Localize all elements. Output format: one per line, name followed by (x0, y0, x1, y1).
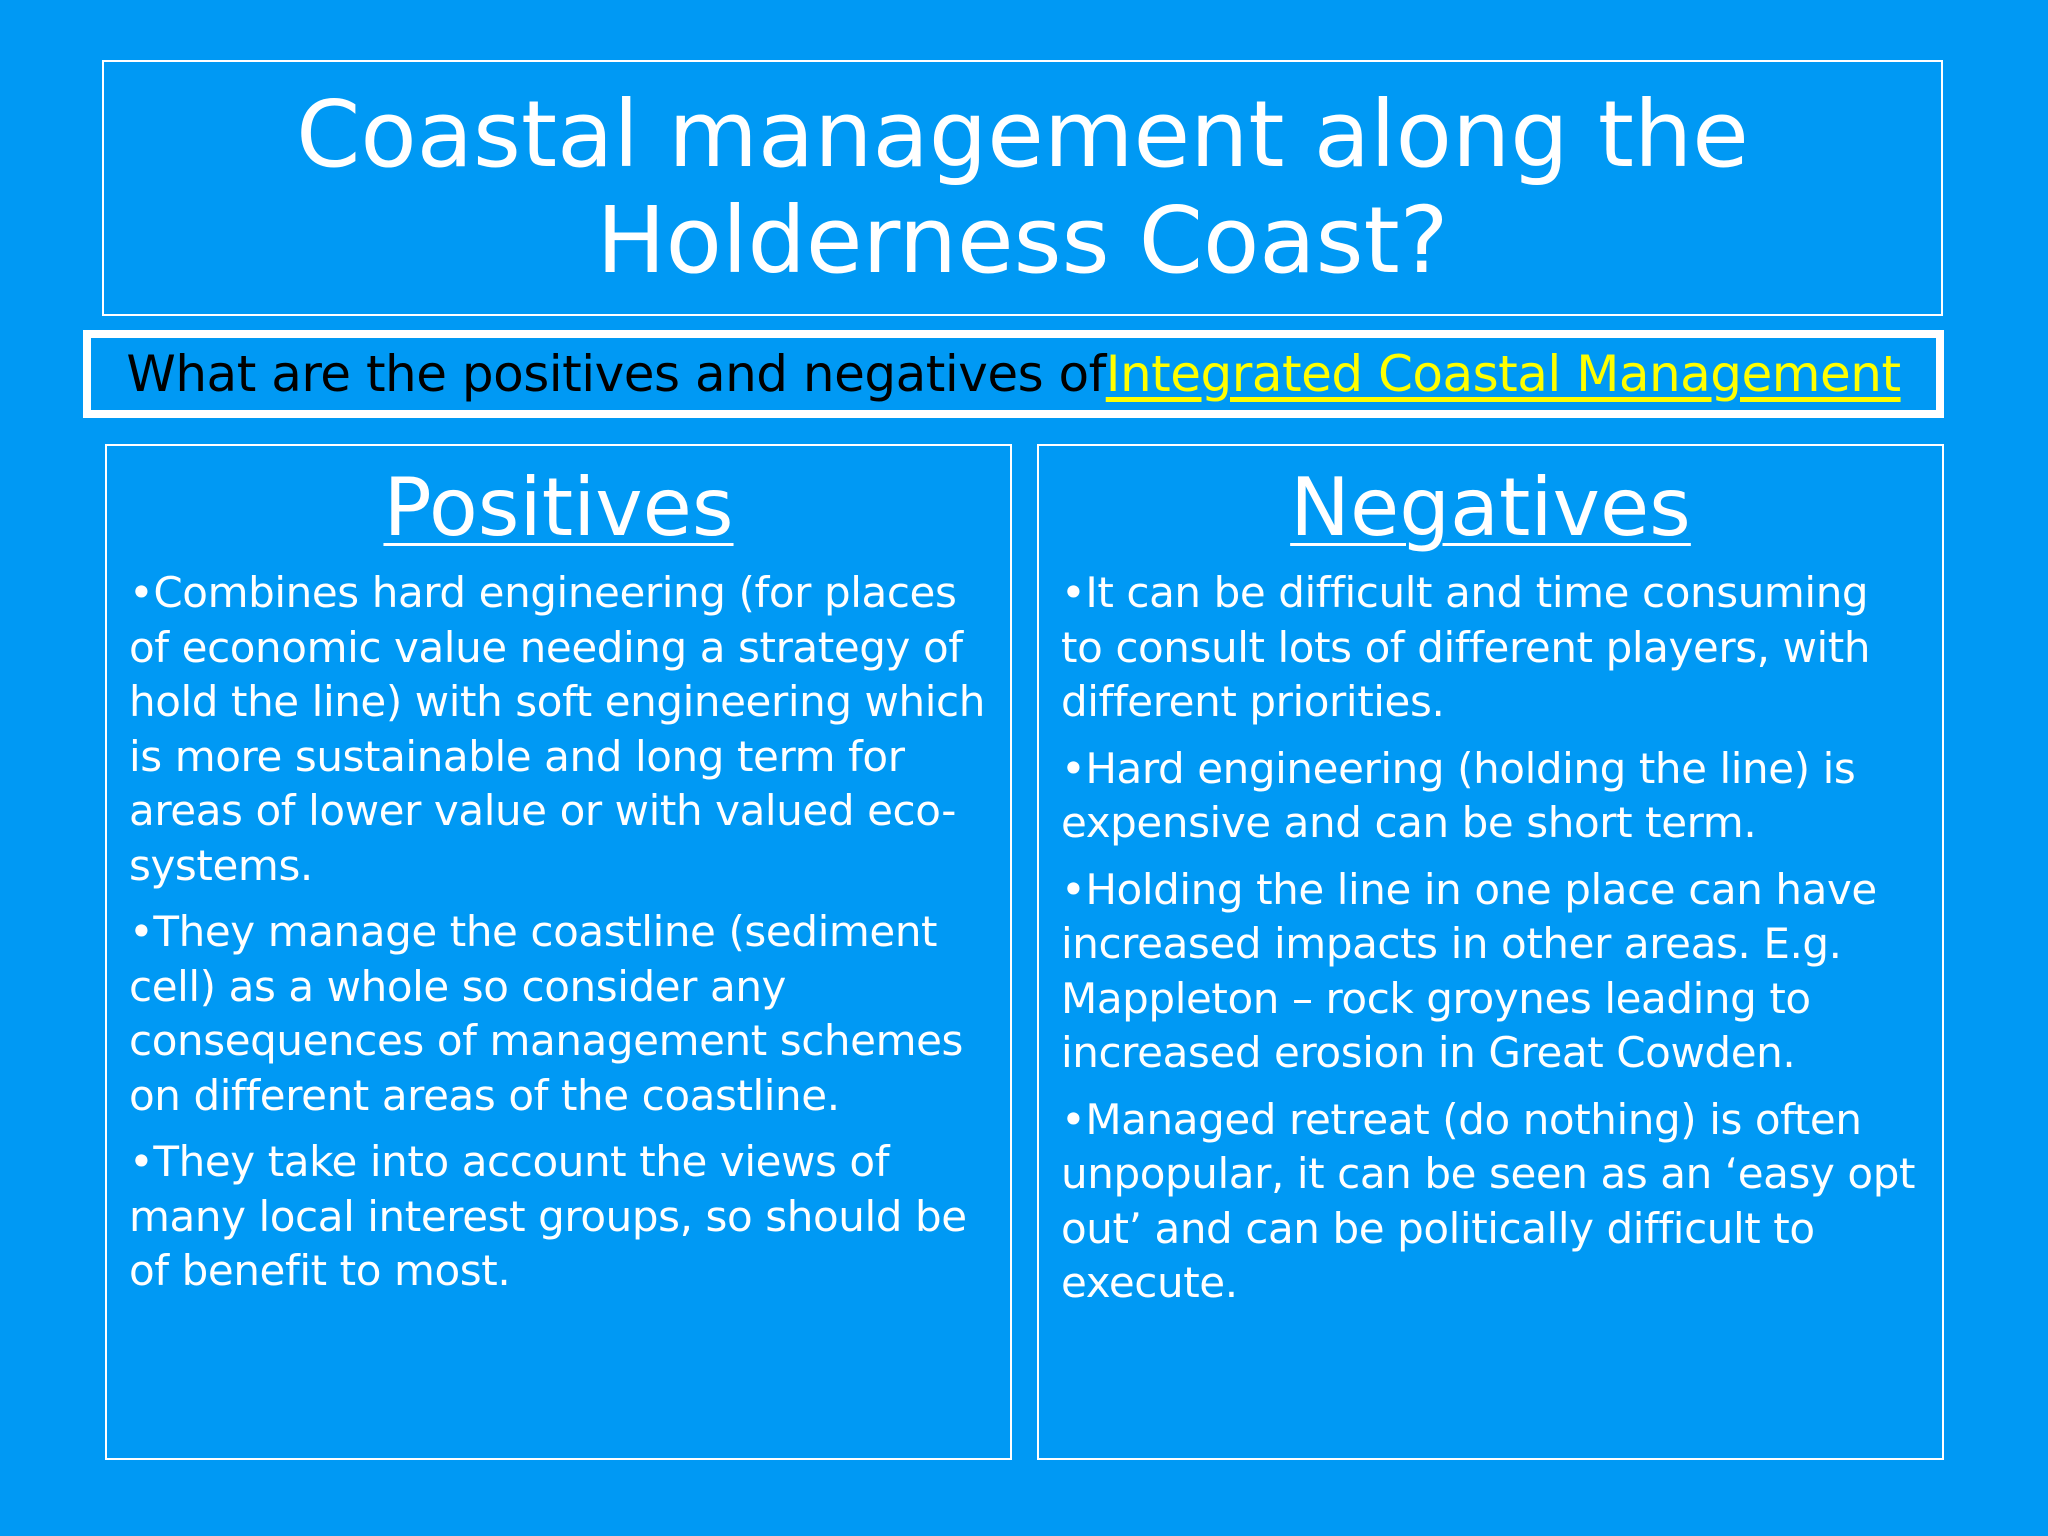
list-item: •They take into account the views of many local interest groups, so should be of benefit to most. (129, 1137, 967, 1295)
list-item: •They manage the coastline (sediment cell) as a whole so consider any consequences of management schemes on different areas of the coastline. (129, 907, 964, 1120)
list-item: •Managed retreat (do nothing) is often unpopular, it can be seen as an ‘easy opt out’ and can be politically difficult to execute. (1061, 1094, 1916, 1307)
positives-heading: Positives (383, 461, 734, 554)
negatives-list (1061, 566, 1920, 1311)
question-box (83, 330, 1944, 418)
list-item: •Holding the line in one place can have increased impacts in other areas. E.g. Mappleton – rock groynes leading to increased erosion in Great Cowden. (1061, 864, 1877, 1077)
integrated-coastal-management-link[interactable]: Integrated Coastal Management (1105, 345, 1901, 403)
slide-title: Coastal management along the Holderness Coast? (296, 81, 1749, 294)
question-prefix: What are the positives and negatives of (126, 345, 1106, 403)
list-item: •It can be difficult and time consuming to consult lots of different players, with different priorities. (1061, 568, 1871, 726)
positives-panel (105, 444, 1012, 1460)
title-box (102, 60, 1943, 316)
negatives-heading: Negatives (1290, 461, 1691, 554)
list-item: •Combines hard engineering (for places of economic value needing a strategy of hold the line) with soft engineering which is more sustainable and long term for areas of lower value or with valued eco-systems. (129, 568, 985, 890)
positives-list (129, 566, 988, 1299)
list-item: •Hard engineering (holding the line) is expensive and can be short term. (1061, 743, 1856, 847)
negatives-panel (1037, 444, 1944, 1460)
